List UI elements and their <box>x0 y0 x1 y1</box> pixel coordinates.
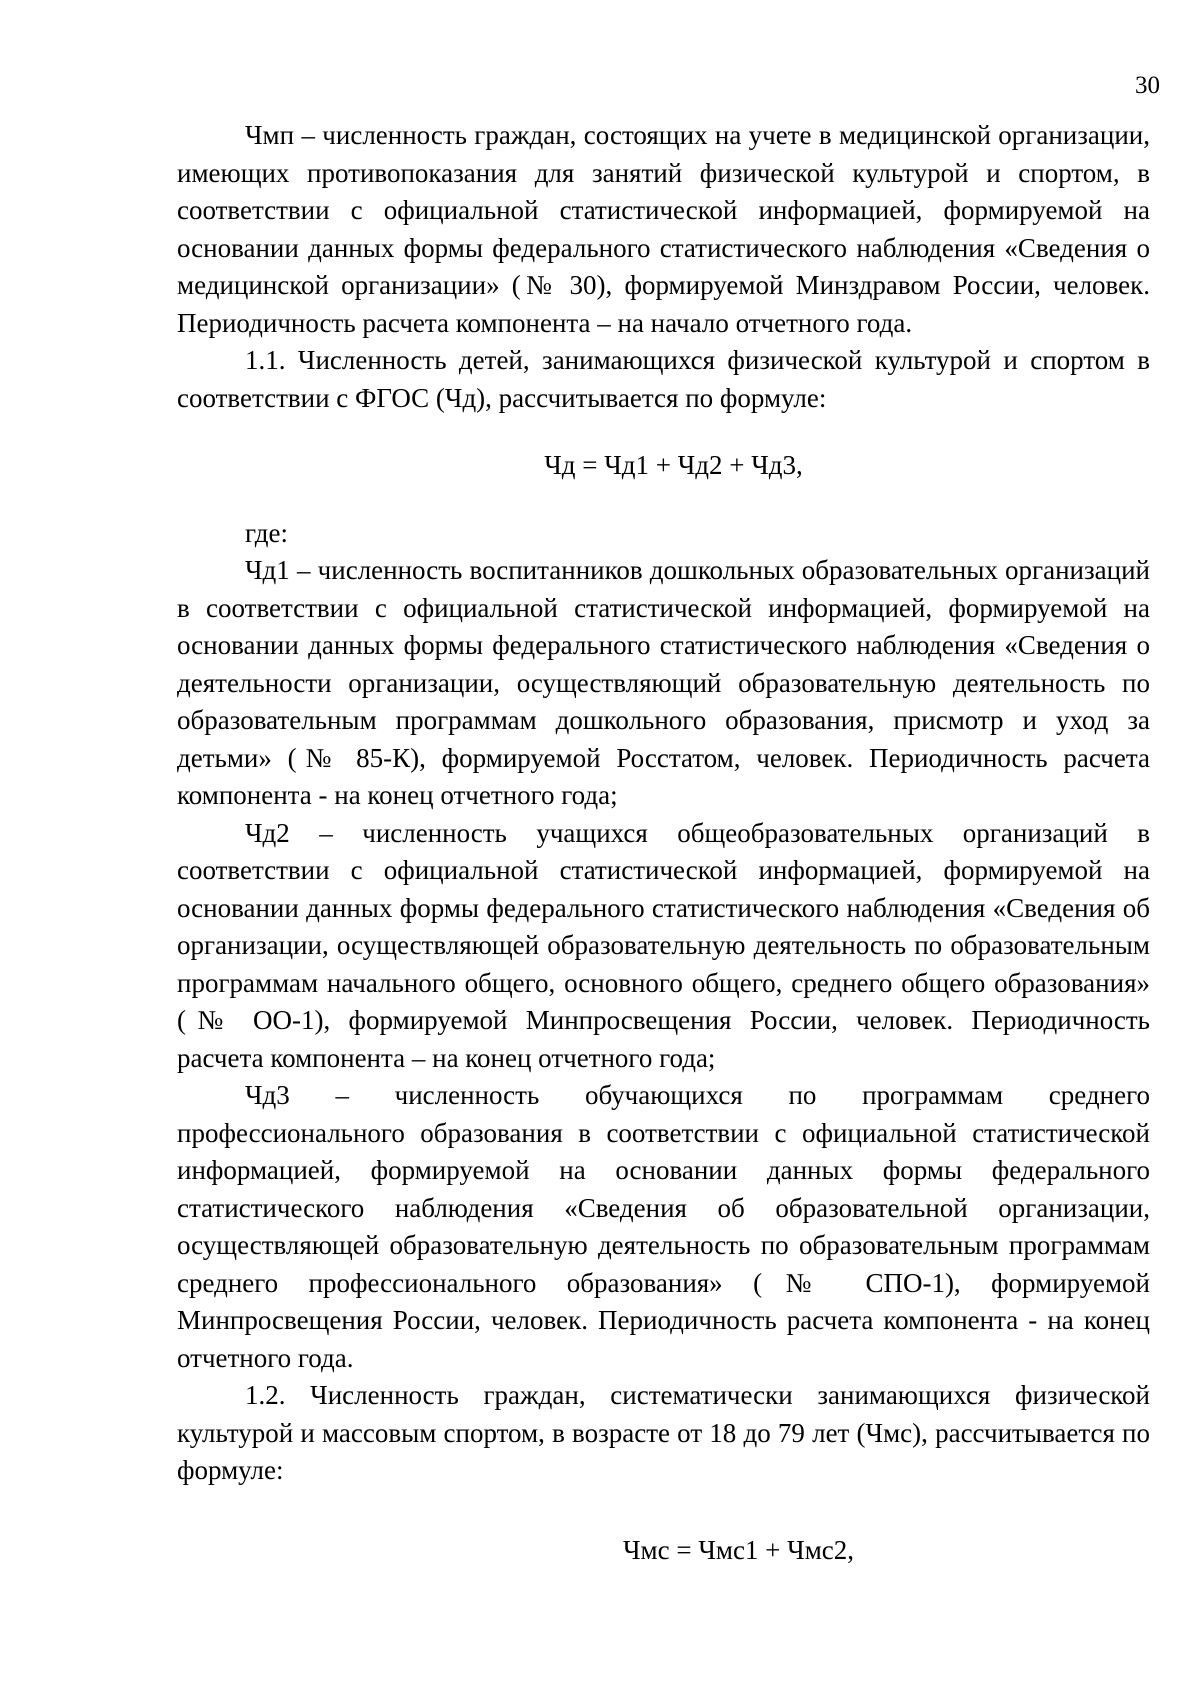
formula-chd: Чд = Чд1 + Чд2 + Чд3, <box>544 450 803 480</box>
paragraph-chd3-definition: Чд3 – численность обучающихся по программам среднего профессионального образования в соответствии с официальной статистической информацией, формируемой на основании данных формы федерального статистического наблюдения «Сведения об образовательной организации, осуществляющей образовательную деятельность по образовательным программам среднего профессионального образования» (№ СПО-1), формируемой Минпросвещения России, человек. Периодичность расчета компонента - на конец отчетного года. <box>177 1080 1150 1373</box>
paragraph-chd1-definition: Чд1 – численность воспитанников дошкольных образовательных организаций в соответствии с официальной статистической информацией, формируемой на основании данных формы федерального статистического наблюдения «Сведения о деятельности организации, осуществляющий образовательную деятельность по образовательным программам дошкольного образования, присмотр и уход за детьми» (№ 85-К), формируемой Росстатом, человек. Периодичность расчета компонента - на конец отчетного года; <box>177 555 1150 810</box>
where-label: где: <box>245 517 288 548</box>
formula-chms: Чмс = Чмс1 + Чмс2, <box>622 1534 855 1565</box>
document-body <box>177 117 1150 1569</box>
page-number: 30 <box>1135 72 1160 99</box>
paragraph-section-1-2: 1.2. Численность граждан, систематически занимающихся физической культурой и массовым спортом, в возрасте от 18 до 79 лет (Чмс), рассчитывается по формуле: <box>177 1380 1150 1485</box>
paragraph-chd2-definition: Чд2 – численность учащихся общеобразовательных организаций в соответствии с официальной статистической информацией, формируемой на основании данных формы федерального статистического наблюдения «Сведения об организации, осуществляющей образовательную деятельность по образовательным программам начального общего, основного общего, среднего общего образования» (№ ОО-1), формируемой Минпросвещения России, человек. Периодичность расчета компонента – на конец отчетного года; <box>177 817 1150 1073</box>
paragraph-chmp-definition: Чмп – численность граждан, состоящих на учете в медицинской организации, имеющих противопоказания для занятий физической культурой и спортом, в соответствии с официальной статистической информацией, формируемой на основании данных формы федерального статистического наблюдения «Сведения о медицинской организации» (№ 30), формируемой Минздравом России, человек. Периодичность расчета компонента – на начало отчетного года. <box>177 120 1150 338</box>
paragraph-section-1-1: 1.1. Численность детей, занимающихся физической культурой и спортом в соответствии с ФГОС (Чд), рассчитывается по формуле: <box>177 345 1150 413</box>
